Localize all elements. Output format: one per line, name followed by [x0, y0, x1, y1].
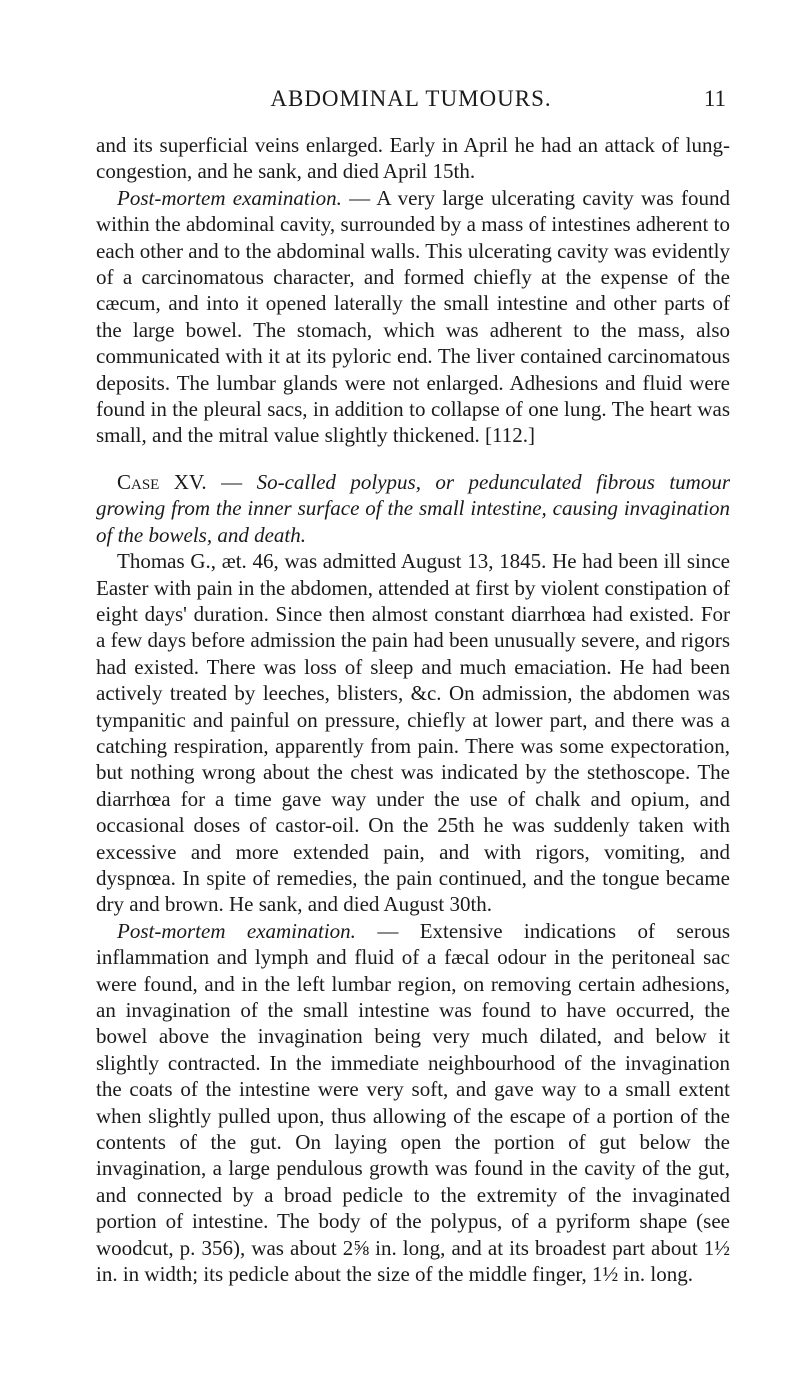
- run-in-heading: Post-mortem examination.: [117, 918, 356, 943]
- paragraph-continuation: [96, 132, 730, 185]
- running-title: ABDOMINAL TUMOURS.: [270, 86, 552, 111]
- paragraph-text: — A very large ulcerating cavity was found within the abdominal cavity, surrounded by a mass of intestines adherent to each other and to the abdominal walls. This ulcerating cavity was evidently of a carcinomatous character, and formed chiefly at the expense of the cæcum, and into it opened laterally the small intestine and other parts of the large bowel. The stomach, which was adherent to the mass, also communicated with it at its pyloric end. The liver contained carcinomatous deposits. The lumbar glands were not enlarged. Adhesions and fluid were found in the pleural sacs, in addition to collapse of one lung. The heart was small, and the mitral value slightly thickened. [112.]: [96, 185, 730, 448]
- body-text: [96, 132, 730, 1287]
- paragraph-post-mortem-2: [96, 918, 730, 1288]
- paragraph-post-mortem-1: [96, 185, 730, 449]
- case-label: Case XV.: [117, 469, 207, 494]
- paragraph-text: Thomas G., æt. 46, was admitted August 13, 1845. He had been ill since Easter with pain in the abdomen, attended at first by violent constipation of eight days' duration. Since then almost constant diarrhœa had existed. For a few days before admission the pain had been unusually severe, and rigors had existed. There was loss of sleep and much emaciation. He had been actively treated by leeches, blisters, &c. On admission, the abdomen was tympanitic and painful on pressure, chiefly at lower part, and there was a catching respiration, apparently from pain. There was some expectoration, but nothing wrong about the chest was indicated by the stethoscope. The diarrhœa for a time gave way under the use of chalk and opium, and occasional doses of castor-oil. On the 25th he was suddenly taken with excessive and more extended pain, and with rigors, vomiting, and dyspnœa. In spite of remedies, the pain continued, and the tongue became dry and brown. He sank, and died August 30th.: [96, 549, 730, 917]
- case-heading: Case XV. — So-called polypus, or pedunculated fibrous tumour growing from the inner surface of the small intestine, causing invagination of the bowels, and death.: [96, 469, 731, 547]
- paragraph-text: — Extensive indications of serous inflammation and lymph and fluid of a fæcal odour in the peritoneal sac were found, and in the left lumbar region, on removing certain adhesions, an invagination of the small intestine was found to have occurred, the bowel above the invagination being very much dilated, and below it slightly contracted. In the immediate neighbourhood of the invagination the coats of the intestine were very soft, and gave way to a small extent when slightly pulled upon, thus allowing of the escape of a portion of the contents of the gut. On laying open the portion of gut below the invagination, a large pendulous growth was found in the cavity of the gut, and connected by a broad pedicle to the extremity of the invaginated portion of intestine. The body of the polypus, of a pyriform shape (see woodcut, p. 356), was about 2⅝ in. long, and at its broadest part about 1½ in. in width; its pedicle about the size of the middle finger, 1½ in. long.: [96, 918, 730, 1287]
- page-number: 11: [703, 86, 726, 111]
- paragraph-case-history: [96, 548, 730, 918]
- paragraph-text: and its superficial veins enlarged. Early in April he had an attack of lung-congestion, and he sank, and died April 15th.: [96, 133, 730, 184]
- run-in-heading: Post-mortem examination.: [117, 185, 342, 210]
- case-title: So-called polypus, or pedunculated fibrous tumour growing from the inner surface of the small intestine, causing invagination of the bowels, and death.: [96, 469, 731, 547]
- running-head: [96, 86, 726, 120]
